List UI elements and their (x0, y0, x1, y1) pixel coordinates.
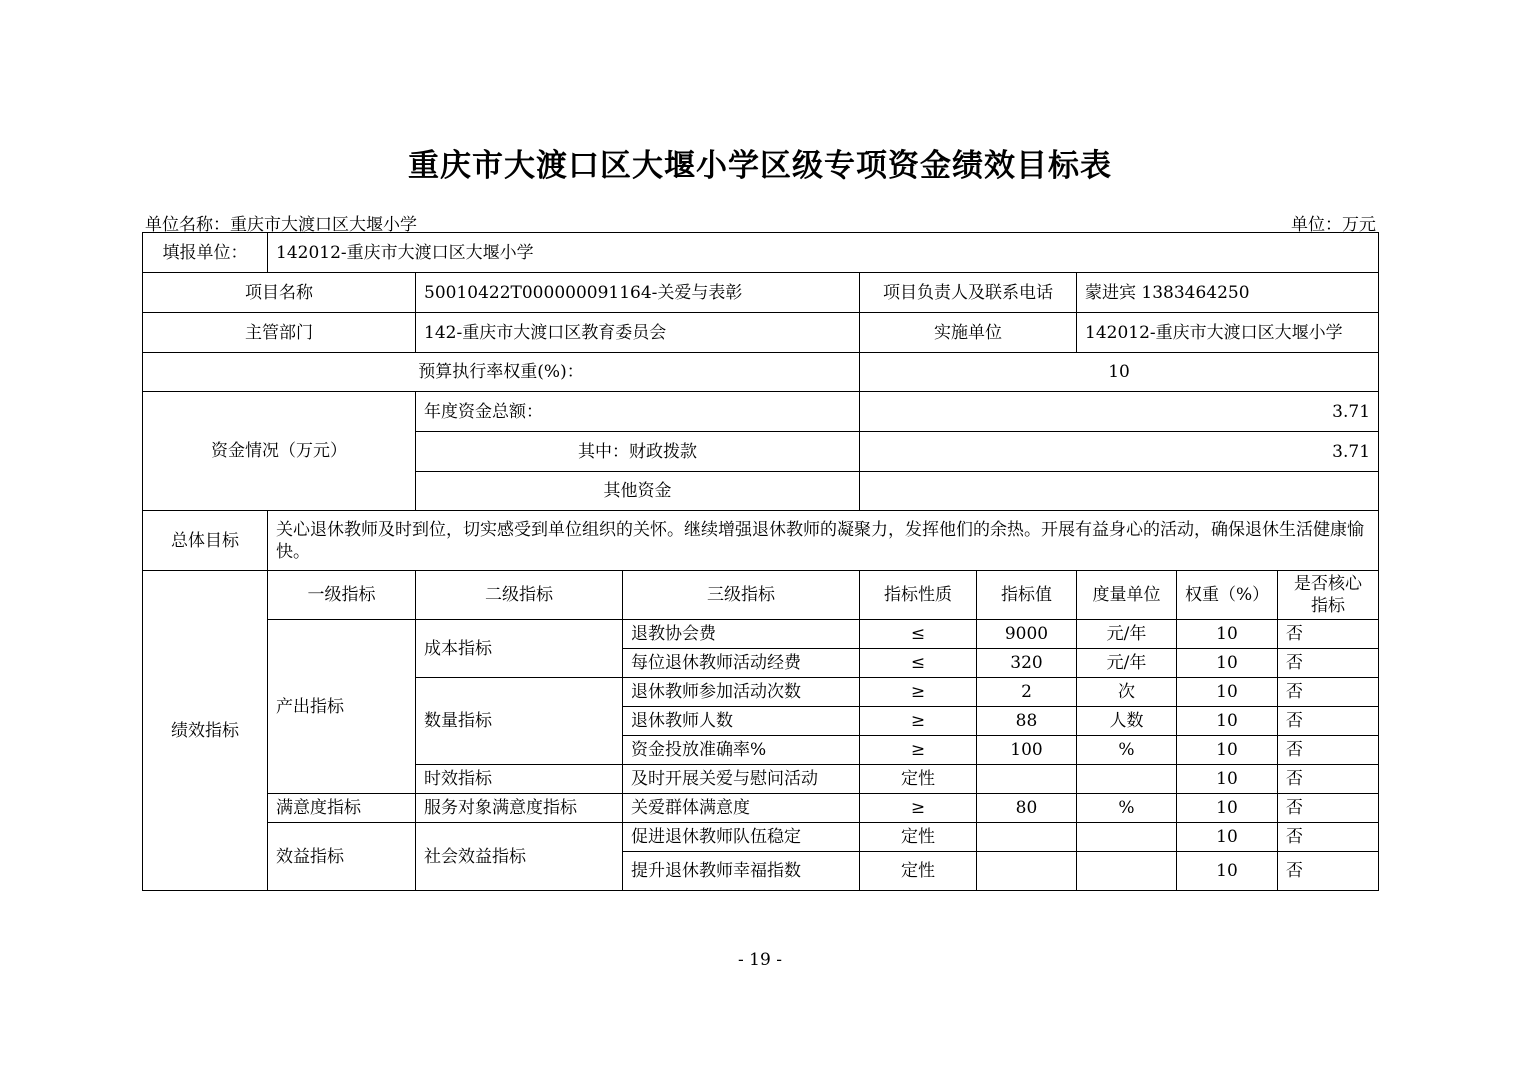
funds-fiscal-label: 其中：财政拨款 (416, 432, 860, 472)
row-core: 否 (1278, 765, 1379, 794)
row-weight: 10 (1177, 707, 1278, 736)
row-value: 80 (977, 794, 1077, 823)
row-weight: 10 (1177, 649, 1278, 678)
goal-text: 关心退休教师及时到位，切实感受到单位组织的关怀。继续增强退休教师的凝聚力，发挥他们的余热。开展有益身心的活动，确保退休生活健康愉快。 (268, 511, 1379, 571)
funds-label: 资金情况（万元） (143, 392, 416, 511)
row-nature: 定性 (860, 852, 977, 891)
row-core: 否 (1278, 707, 1379, 736)
row-weight: 10 (1177, 823, 1278, 852)
level1-output: 产出指标 (268, 620, 416, 794)
row-name: 提升退休教师幸福指数 (623, 852, 860, 891)
row-value: 88 (977, 707, 1077, 736)
funds-total-value: 3.71 (860, 392, 1379, 432)
row-name: 退休教师参加活动次数 (623, 678, 860, 707)
page-title: 重庆市大渡口区大堰小学区级专项资金绩效目标表 (408, 148, 1112, 184)
header-level2: 二级指标 (416, 571, 623, 620)
row-name: 及时开展关爱与慰问活动 (623, 765, 860, 794)
impl-value: 142012-重庆市大渡口区大堰小学 (1077, 313, 1379, 353)
level2-service: 服务对象满意度指标 (416, 794, 623, 823)
row-nature: 定性 (860, 823, 977, 852)
row-core: 否 (1278, 852, 1379, 891)
row-core: 否 (1278, 823, 1379, 852)
header-nature: 指标性质 (860, 571, 977, 620)
header-value: 指标值 (977, 571, 1077, 620)
header-level3: 三级指标 (623, 571, 860, 620)
row-unit: 次 (1077, 678, 1177, 707)
fill-unit-label: 填报单位： (143, 233, 268, 273)
row-name: 退休教师人数 (623, 707, 860, 736)
project-name-label: 项目名称 (143, 273, 416, 313)
row-core: 否 (1278, 649, 1379, 678)
header-weight: 权重（%） (1177, 571, 1278, 620)
performance-table (142, 232, 1379, 891)
row-value (977, 765, 1077, 794)
row-value: 320 (977, 649, 1077, 678)
unit-label: 单位：万元 (1291, 215, 1376, 235)
funds-other-label: 其他资金 (416, 472, 860, 511)
row-nature: ≥ (860, 707, 977, 736)
funds-total-label: 年度资金总额： (416, 392, 860, 432)
level2-quantity: 数量指标 (416, 678, 623, 765)
unit-name: 单位名称：重庆市大渡口区大堰小学 (145, 215, 417, 235)
header-unit: 度量单位 (1077, 571, 1177, 620)
row-nature: ≥ (860, 678, 977, 707)
fill-unit-value: 142012-重庆市大渡口区大堰小学 (268, 233, 1379, 273)
dept-label: 主管部门 (143, 313, 416, 353)
row-nature: ≤ (860, 620, 977, 649)
project-contact-label: 项目负责人及联系电话 (860, 273, 1077, 313)
row-value: 100 (977, 736, 1077, 765)
row-name: 退教协会费 (623, 620, 860, 649)
level1-benefit: 效益指标 (268, 823, 416, 891)
row-name: 促进退休教师队伍稳定 (623, 823, 860, 852)
row-core: 否 (1278, 794, 1379, 823)
impl-label: 实施单位 (860, 313, 1077, 353)
level2-cost: 成本指标 (416, 620, 623, 678)
row-name: 每位退休教师活动经费 (623, 649, 860, 678)
row-unit: 人数 (1077, 707, 1177, 736)
row-nature: ≥ (860, 794, 977, 823)
funds-other-value (860, 472, 1379, 511)
row-weight: 10 (1177, 794, 1278, 823)
budget-rate-value: 10 (860, 353, 1379, 392)
row-weight: 10 (1177, 852, 1278, 891)
row-value (977, 852, 1077, 891)
row-core: 否 (1278, 736, 1379, 765)
level2-time: 时效指标 (416, 765, 623, 794)
funds-fiscal-value: 3.71 (860, 432, 1379, 472)
project-name-value: 50010422T000000091164-关爱与表彰 (416, 273, 860, 313)
row-nature: ≤ (860, 649, 977, 678)
row-value (977, 823, 1077, 852)
goal-label: 总体目标 (143, 511, 268, 571)
row-unit: % (1077, 736, 1177, 765)
row-unit: 元/年 (1077, 620, 1177, 649)
row-weight: 10 (1177, 678, 1278, 707)
row-value: 2 (977, 678, 1077, 707)
row-core: 否 (1278, 620, 1379, 649)
header-level1: 一级指标 (268, 571, 416, 620)
row-weight: 10 (1177, 765, 1278, 794)
row-nature: ≥ (860, 736, 977, 765)
row-unit: 元/年 (1077, 649, 1177, 678)
row-unit (1077, 765, 1177, 794)
row-unit (1077, 823, 1177, 852)
row-weight: 10 (1177, 736, 1278, 765)
row-unit: % (1077, 794, 1177, 823)
row-name: 资金投放准确率% (623, 736, 860, 765)
performance-label: 绩效指标 (143, 571, 268, 891)
row-name: 关爱群体满意度 (623, 794, 860, 823)
row-core: 否 (1278, 678, 1379, 707)
row-unit (1077, 852, 1177, 891)
level1-satisfaction: 满意度指标 (268, 794, 416, 823)
project-contact-value: 蒙进宾 1383464250 (1077, 273, 1379, 313)
header-core: 是否核心指标 (1278, 571, 1379, 620)
budget-rate-label: 预算执行率权重(%)： (143, 353, 860, 392)
page-number: - 19 - (738, 950, 782, 970)
row-nature: 定性 (860, 765, 977, 794)
level2-social: 社会效益指标 (416, 823, 623, 891)
row-weight: 10 (1177, 620, 1278, 649)
dept-value: 142-重庆市大渡口区教育委员会 (416, 313, 860, 353)
row-value: 9000 (977, 620, 1077, 649)
